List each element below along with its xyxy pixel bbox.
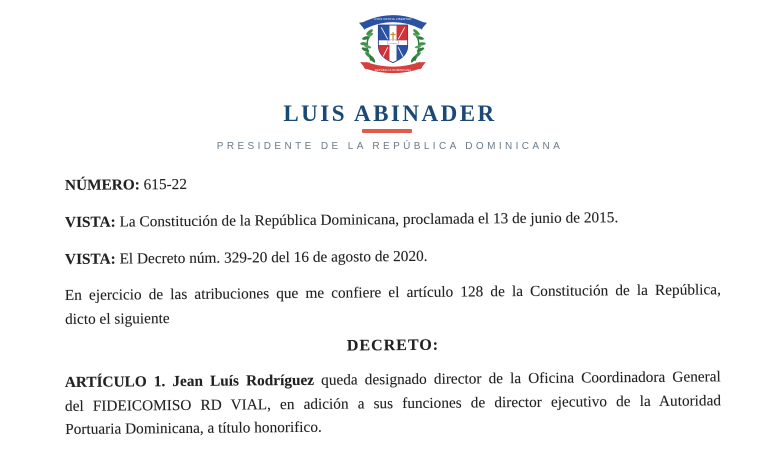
articulo-1-paragraph	[65, 365, 722, 441]
vista-2-text: El Decreto núm. 329-20 del 16 de agosto de 2020.	[119, 247, 428, 268]
vista-line-2	[65, 242, 721, 271]
president-title: PRESIDENTE DE LA REPÚBLICA DOMINICANA	[216, 141, 564, 152]
dominican-coat-of-arms-icon	[352, 6, 434, 84]
president-name: LUIS ABINADER	[283, 101, 497, 126]
vista-2-label: VISTA:	[64, 250, 116, 268]
articulo-1-line-2: del FIDEICOMISO RD VIAL, en adición a sus funciones de director ejecutivo de la Autoridad	[64, 391, 722, 415]
intro-paragraph	[65, 278, 721, 331]
articulo-1-line-3: Portuaria Dominicana, a título honorifico.	[65, 418, 322, 438]
palm-branch	[410, 28, 426, 63]
vista-line-1	[65, 205, 721, 234]
arms-bottom-ribbon-text: REPÚBLICA DOMINICANA	[374, 69, 412, 73]
arms-shield	[378, 25, 407, 64]
vista-1-text: La Constitución de la República Dominicana, proclamada el 13 de junio de 2015.	[119, 209, 619, 231]
articulo-1-bold: ARTÍCULO 1. Jean Luís Rodríguez	[64, 371, 315, 392]
vista-1-label: VISTA:	[64, 213, 116, 231]
numero-value: 615-22	[143, 175, 188, 194]
arms-bottom-ribbon	[360, 62, 426, 72]
intro-line-1: En ejercicio de las atribuciones que me confiere el artículo 128 de la Constitución de la República,	[64, 281, 721, 305]
numero-label: NÚMERO:	[64, 176, 140, 194]
decreto-heading: DECRETO:	[346, 336, 440, 355]
numero-line	[65, 168, 721, 197]
arms-top-ribbon-text: DIOS PATRIA LIBERTAD	[374, 16, 412, 21]
red-divider-rule	[362, 129, 412, 133]
articulo-1-line-1-rest: queda designado director de la Oficina Coordinadora General	[321, 368, 721, 389]
laurel-branch	[360, 28, 376, 63]
intro-line-2: dicto el siguiente	[65, 309, 170, 328]
